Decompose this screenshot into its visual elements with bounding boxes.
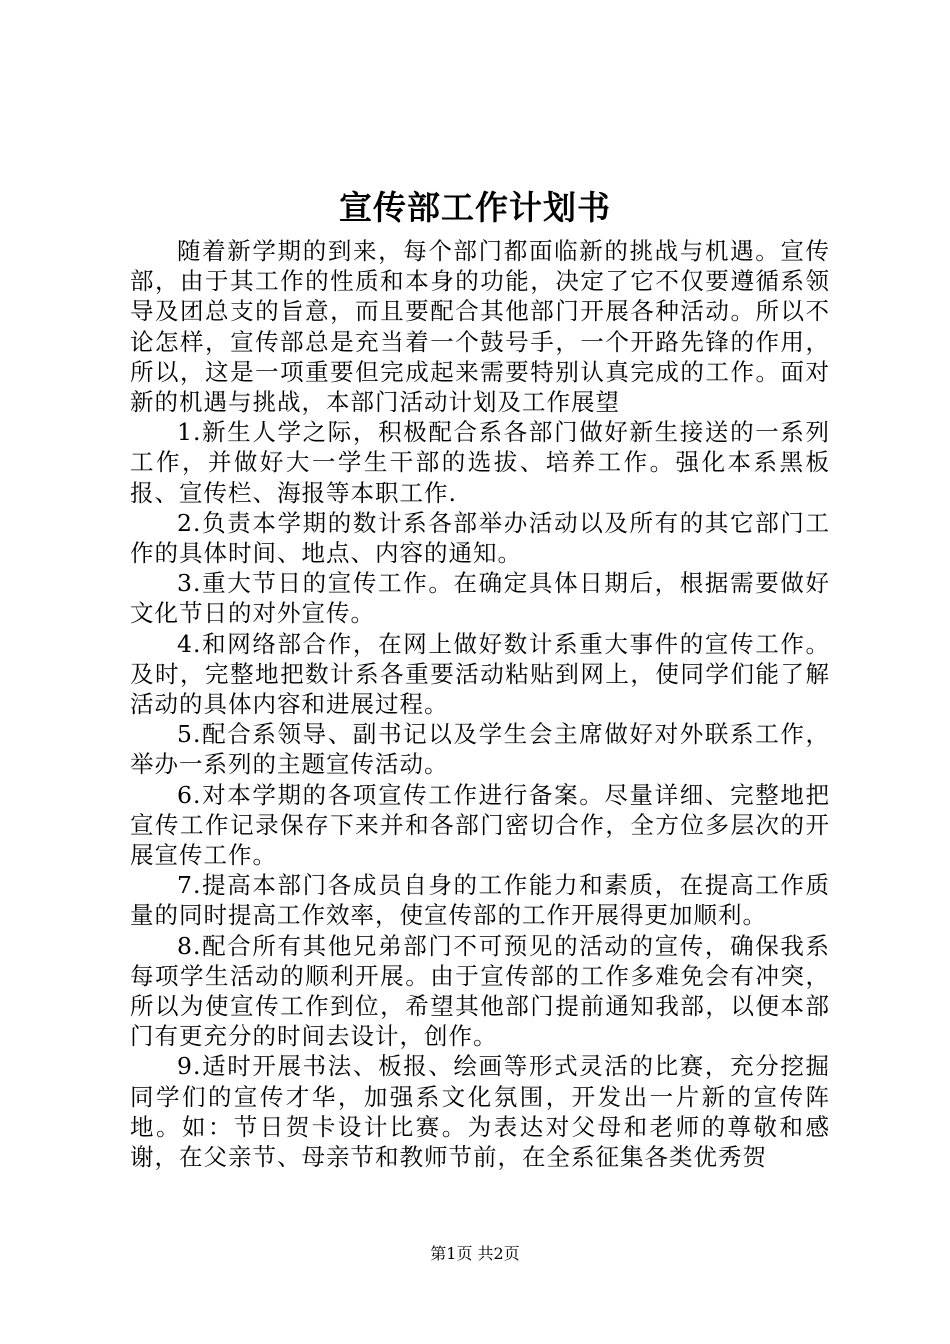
paragraph-item-3: 3.重大节日的宣传工作。在确定具体日期后，根据需要做好文化节日的对外宣传。 [130, 569, 830, 628]
document-body [130, 236, 830, 1172]
paragraph-item-4: 4.和网络部合作，在网上做好数计系重大事件的宣传工作。及时，完整地把数计系各重要活动粘贴到网上，使同学们能了解活动的具体内容和进展过程。 [130, 629, 830, 719]
page-title: 宣传部工作计划书 [339, 188, 611, 227]
paragraph-item-5: 5.配合系领导、副书记以及学生会主席做好对外联系工作，举办一系列的主题宣传活动。 [130, 720, 830, 779]
paragraph-item-9: 9.适时开展书法、板报、绘画等形式灵活的比赛，充分挖掘同学们的宣传才华，加强系文化氛围，开发出一片新的宣传阵地。如：节日贺卡设计比赛。为表达对父母和老师的尊敬和感谢，在父亲节、母亲节和教师节前，在全系征集各类优秀贺 [130, 1052, 830, 1172]
paragraph-item-6: 6.对本学期的各项宣传工作进行备案。尽量详细、完整地把宣传工作记录保存下来并和各部门密切合作，全方位多层次的开展宣传工作。 [130, 780, 830, 870]
page-footer: 第1页 共2页 [430, 1244, 520, 1263]
paragraph-item-8: 8.配合所有其他兄弟部门不可预见的活动的宣传，确保我系每项学生活动的顺利开展。由于宣传部的工作多难免会有冲突，所以为使宣传工作到位，希望其他部门提前通知我部，以便本部门有更充分的时间去设计，创作。 [130, 931, 830, 1051]
paragraph-item-7: 7.提高本部门各成员自身的工作能力和素质，在提高工作质量的同时提高工作效率，使宣传部的工作开展得更加顺利。 [130, 871, 830, 930]
paragraph-item-2: 2.负责本学期的数计系各部举办活动以及所有的其它部门工作的具体时间、地点、内容的通知。 [130, 508, 830, 568]
paragraph-item-1: 1.新生人学之际，积极配合系各部门做好新生接送的一系列工作，并做好大一学生干部的选拔、培养工作。强化本系黑板报、宣传栏、海报等本职工作. [130, 418, 830, 507]
paragraph-intro: 随着新学期的到来，每个部门都面临新的挑战与机遇。宣传部，由于其工作的性质和本身的功能，决定了它不仅要遵循系领导及团总支的旨意，而且要配合其他部门开展各种活动。所以不论怎样，宣传部总是充当着一个鼓号手，一个开路先锋的作用，所以，这是一项重要但完成起来需要特别认真完成的工作。面对新的机遇与挑战，本部门活动计划及工作展望 [130, 237, 830, 417]
